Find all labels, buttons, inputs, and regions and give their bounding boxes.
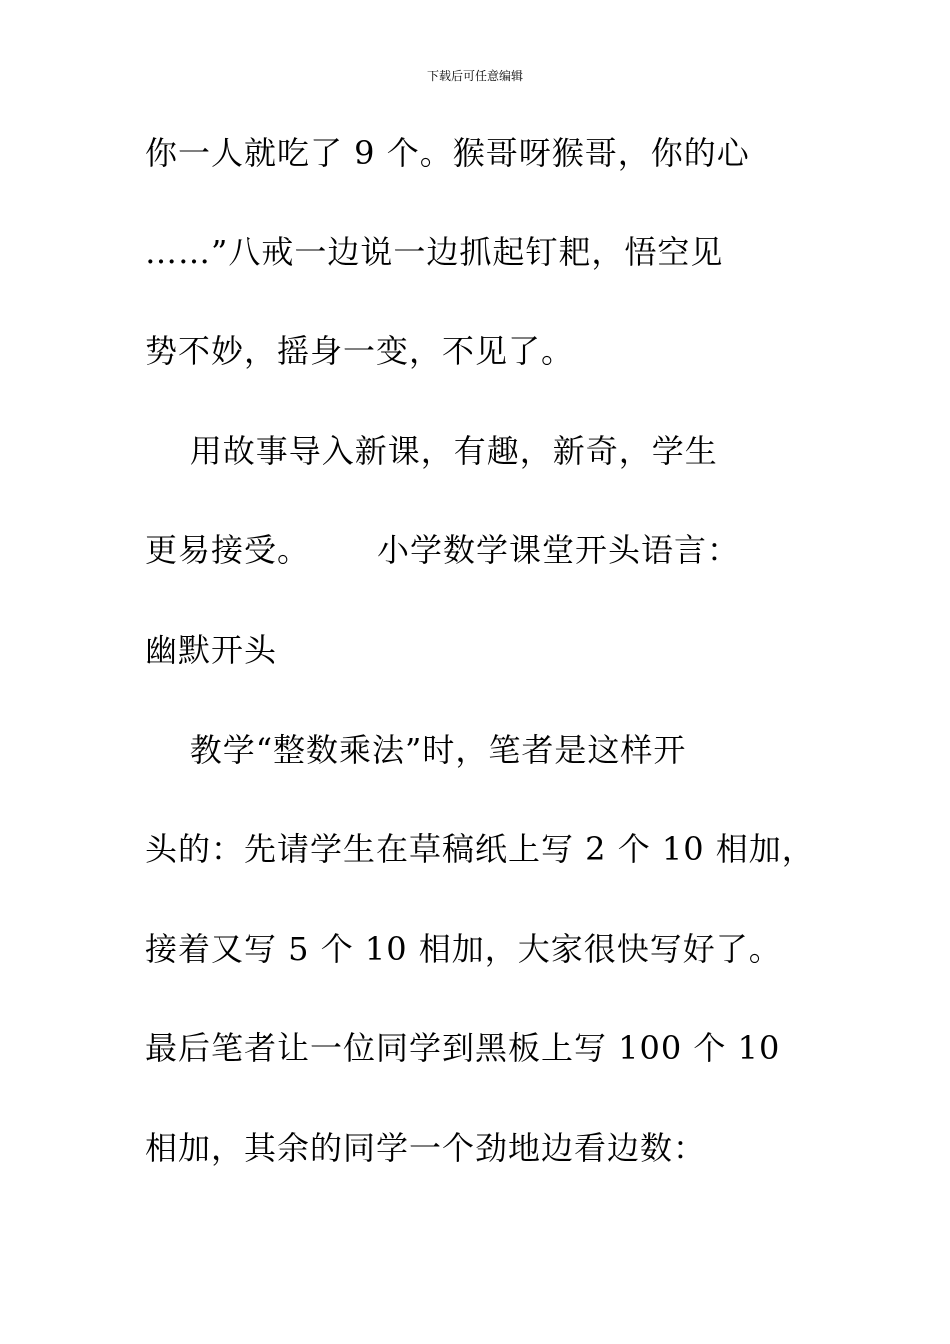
text-line: 接着又写 5 个 10 相加，大家很快写好了。 xyxy=(145,930,782,968)
text-line: 更易接受。 小学数学课堂开头语言： xyxy=(145,531,741,569)
page-header: 下载后可任意编辑 xyxy=(426,69,523,83)
text-line: 势不妙，摇身一变，不见了。 xyxy=(145,332,575,370)
text-line: ……”八戒一边说一边抓起钉耙，悟空见 xyxy=(145,233,724,271)
text-line: 你一人就吃了 9 个。猴哥呀猴哥，你的心 xyxy=(145,134,750,172)
text-line: 教学“整数乘法”时，笔者是这样开 xyxy=(145,731,687,769)
text-line: 幽默开头 xyxy=(145,631,278,669)
text-line: 最后笔者让一位同学到黑板上写 100 个 10 xyxy=(145,1029,781,1067)
text-line: 头的：先请学生在草稿纸上写 2 个 10 相加， xyxy=(145,830,815,868)
text-line: 相加，其余的同学一个劲地边看边数： xyxy=(145,1129,707,1167)
text-line: 用故事导入新课，有趣，新奇，学生 xyxy=(145,432,718,470)
